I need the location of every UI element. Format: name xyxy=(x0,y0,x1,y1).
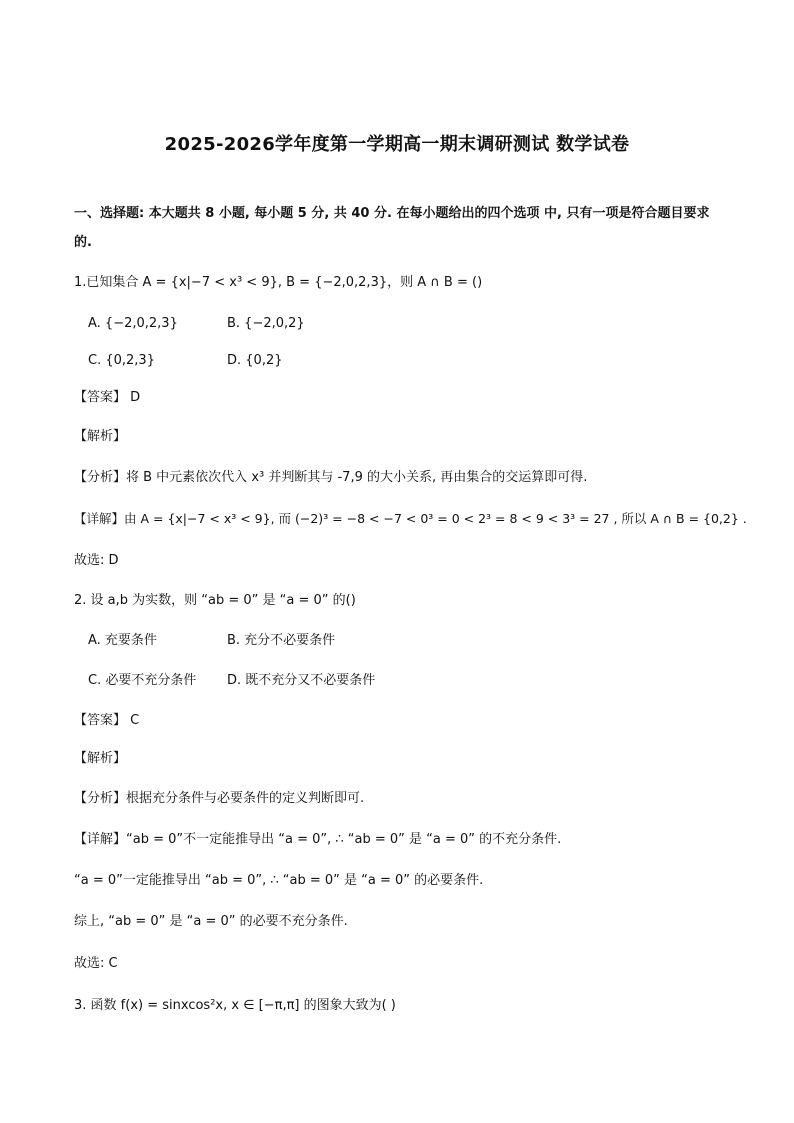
q2-detail1: 【详解】“ab = 0”不一定能推导出 “a = 0”, ∴ “ab = 0” 是 “a = 0” 的不充分条件. xyxy=(74,832,562,847)
q1-choose: 故选: D xyxy=(74,553,119,568)
page-title: 2025-2026学年度第一学期高一期末调研测试 数学试卷 xyxy=(164,134,630,155)
q1-option-b: B. {−2,0,2} xyxy=(227,316,305,331)
q3-stem: 3. 函数 f(x) = sinxcos²x, x ∈ [−π,π] 的图象大致为( ) xyxy=(74,998,396,1013)
q1-stem: 1.已知集合 A = {x|−7 < x³ < 9}, B = {−2,0,2,3}，则 A ∩ B = () xyxy=(74,275,483,290)
q1-detail: 【详解】由 A = {x|−7 < x³ < 9}, 而 (−2)³ = −8 < −7 < 0³ = 0 < 2³ = 8 < 9 < 3³ = 27 , 所以 A ∩ B = {0,2} . xyxy=(74,511,747,526)
q1-fenxi: 【分析】将 B 中元素依次代入 x³ 并判断其与 -7,9 的大小关系, 再由集合的交运算即可得. xyxy=(74,470,588,485)
q2-option-d: D. 既不充分又不必要条件 xyxy=(227,673,376,688)
q1-option-a: A. {−2,0,2,3} xyxy=(88,316,178,331)
q2-option-c: C. 必要不充分条件 xyxy=(88,673,197,688)
q2-analysis-label: 【解析】 xyxy=(74,751,127,766)
q1-option-c: C. {0,2,3} xyxy=(88,353,155,368)
section-heading-line1: 一、选择题: 本大题共 8 小题, 每小题 5 分, 共 40 分. 在每小题给出的四个选项 中, 只有一项是符合题目要求 xyxy=(74,206,710,221)
q2-stem: 2. 设 a,b 为实数，则 “ab = 0” 是 “a = 0” 的() xyxy=(74,593,356,608)
section-heading-line2: 的. xyxy=(74,235,92,250)
q1-analysis-label: 【解析】 xyxy=(74,429,127,444)
q2-fenxi: 【分析】根据充分条件与必要条件的定义判断即可. xyxy=(74,791,365,806)
q2-answer: 【答案】 C xyxy=(74,713,140,728)
q1-option-d: D. {0,2} xyxy=(227,353,283,368)
q2-option-b: B. 充分不必要条件 xyxy=(227,633,336,648)
q2-summary: 综上, “ab = 0” 是 “a = 0” 的必要不充分条件. xyxy=(74,914,348,929)
q2-option-a: A. 充要条件 xyxy=(88,633,157,648)
q1-answer: 【答案】 D xyxy=(74,390,141,405)
q2-detail2: “a = 0”一定能推导出 “ab = 0”, ∴ “ab = 0” 是 “a = 0” 的必要条件. xyxy=(74,873,484,888)
q2-choose: 故选: C xyxy=(74,956,118,971)
